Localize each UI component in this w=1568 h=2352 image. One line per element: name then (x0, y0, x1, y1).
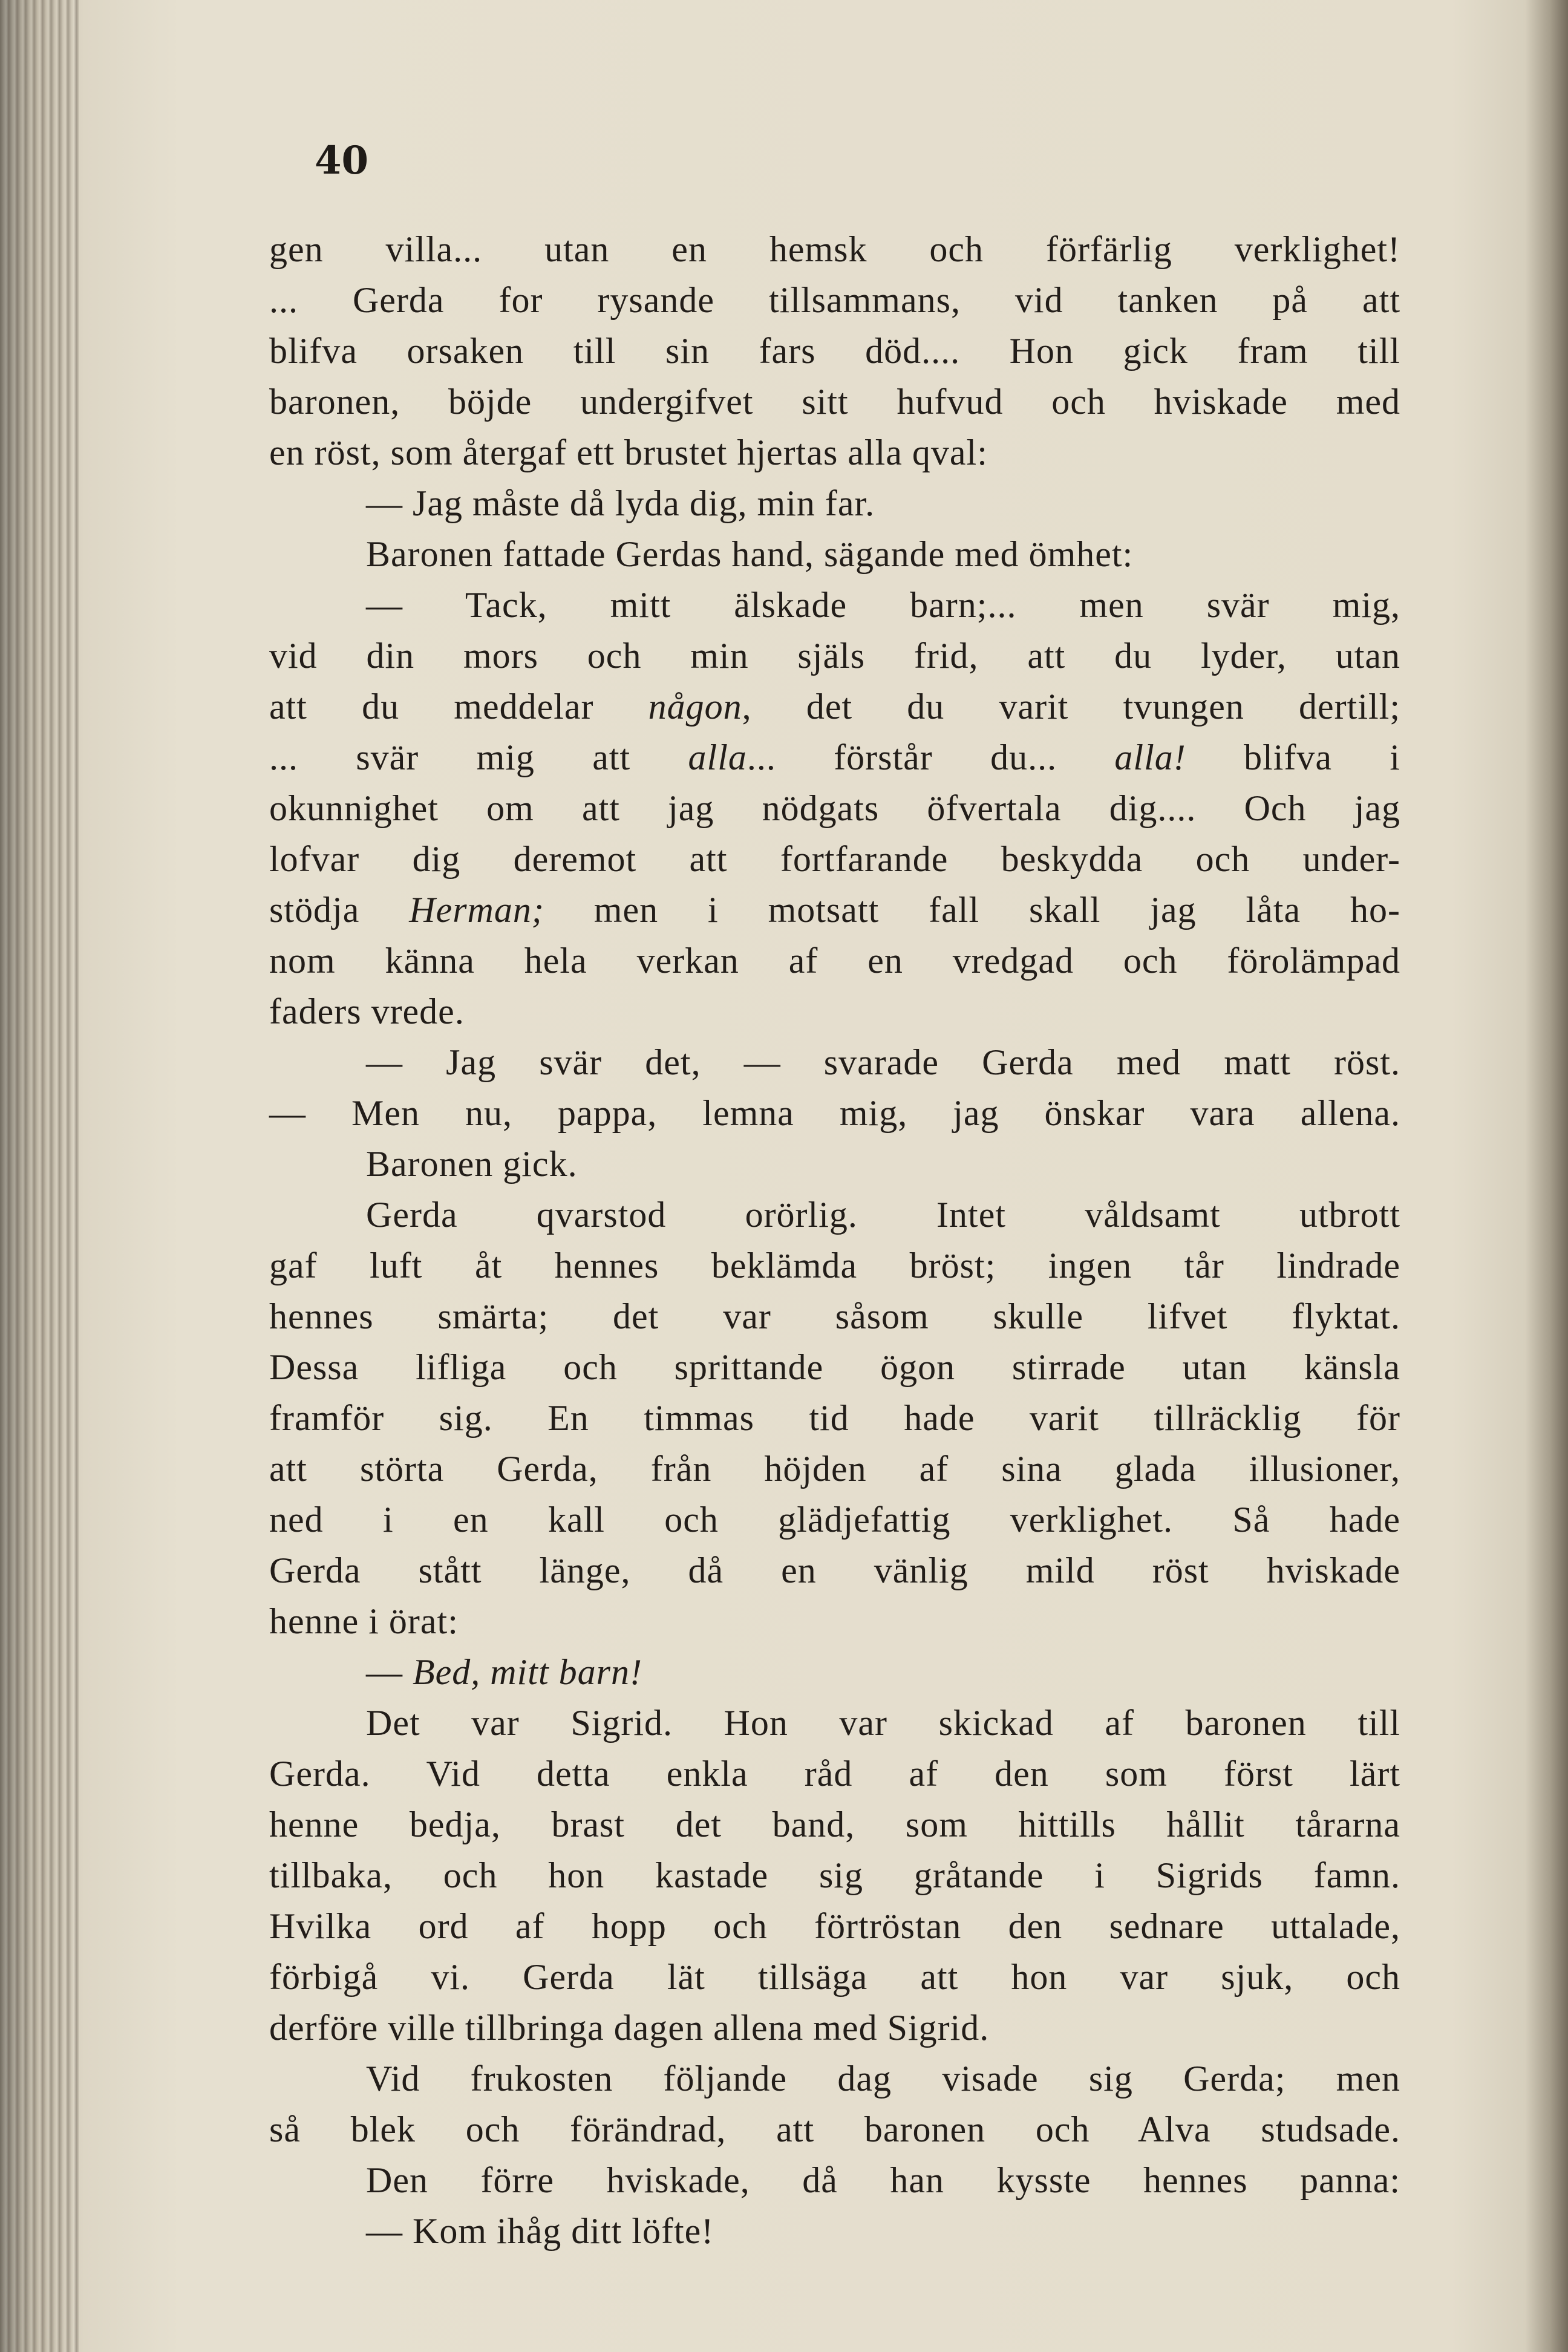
text-line (269, 681, 1400, 732)
text-line: henne bedja, brast det band, som hittills hållit tårarna (269, 1805, 1400, 1844)
text-line: Vid frukosten följande dag visade sig Gerda; men (366, 2059, 1400, 2099)
text-line: — Tack, mitt älskade barn;... men svär mig, (366, 585, 1400, 625)
text-line: baronen, böjde undergifvet sitt hufvud och hviskade med (269, 382, 1400, 422)
text-line: framför sig. En timmas tid hade varit tillräcklig för (269, 1398, 1400, 1438)
text-line: gen villa... utan en hemsk och förfärlig verklighet! (269, 229, 1400, 269)
text-line: så blek och förändrad, att baronen och Alva studsade. (269, 2109, 1400, 2149)
italic-text: Bed, mitt barn! (413, 1652, 642, 1692)
text-line: derföre ville tillbringa dagen allena med Sigrid. (269, 2008, 990, 2048)
text-line: — Men nu, pappa, lemna mig, jag önskar vara allena. (269, 1093, 1400, 1133)
book-gutter (0, 0, 79, 2352)
text-line: ... Gerda for rysande tillsammans, vid tanken på att (269, 280, 1400, 320)
text-line: faders vrede. (269, 991, 465, 1031)
text-line: nom känna hela verkan af en vredgad och förolämpad (269, 941, 1400, 981)
italic-text: alla! (1114, 737, 1186, 777)
text-line: Gerda stått länge, då en vänlig mild röst hviskade (269, 1550, 1400, 1590)
text-line: — Kom ihåg ditt löfte! (366, 2211, 714, 2251)
page-number: 40 (315, 138, 369, 183)
text-line: ned i en kall och glädjefattig verklighet. Så hade (269, 1500, 1400, 1540)
text-line: Gerda. Vid detta enkla råd af den som först lärt (269, 1754, 1400, 1794)
text-segment: — (366, 1652, 413, 1692)
body-text (269, 224, 1400, 2256)
text-line: Dessa lifliga och sprittande ögon stirrade utan känsla (269, 1347, 1400, 1387)
text-line: blifva orsaken till sin fars död.... Hon gick fram till (269, 331, 1400, 371)
text-segment: men i motsatt fall skall jag låta ho- (544, 890, 1400, 930)
page-edge-shadow (1526, 0, 1568, 2352)
text-line: Det var Sigrid. Hon var skickad af baronen till (366, 1703, 1400, 1743)
text-line: att störta Gerda, från höjden af sina glada illusioner, (269, 1449, 1400, 1489)
text-line: lofvar dig deremot att fortfarande beskydda och under- (269, 839, 1400, 879)
italic-text: alla (688, 737, 747, 777)
text-line: okunnighet om att jag nödgats öfvertala dig.... Och jag (269, 788, 1400, 828)
text-segment: , det du varit tvungen dertill; (742, 687, 1400, 727)
text-line: förbigå vi. Gerda lät tillsäga att hon var sjuk, och (269, 1957, 1400, 1997)
text-line: gaf luft åt hennes beklämda bröst; ingen tår lindrade (269, 1246, 1400, 1285)
text-line (269, 1647, 1400, 1697)
text-line: Gerda qvarstod orörlig. Intet våldsamt utbrott (366, 1195, 1400, 1235)
text-segment: att du meddelar (269, 687, 648, 727)
text-segment: ... svär mig att (269, 737, 688, 777)
text-line: vid din mors och min själs frid, att du lyder, utan (269, 636, 1400, 676)
text-line: Baronen gick. (366, 1144, 578, 1184)
text-line: Baronen fattade Gerdas hand, sägande med ömhet: (366, 534, 1134, 574)
text-line: tillbaka, och hon kastade sig gråtande i Sigrids famn. (269, 1855, 1400, 1895)
text-line: — Jag måste då lyda dig, min far. (366, 483, 875, 523)
text-segment: ... förstår du... (746, 737, 1115, 777)
text-line: — Jag svär det, — svarade Gerda med matt röst. (366, 1042, 1400, 1082)
italic-text: Herman; (409, 890, 544, 930)
text-segment: blifva i (1186, 737, 1400, 777)
text-segment: stödja (269, 890, 410, 930)
text-line: hennes smärta; det var såsom skulle lifvet flyktat. (269, 1296, 1400, 1336)
text-line: Den förre hviskade, då han kysste hennes panna: (366, 2160, 1400, 2200)
italic-text: någon (648, 687, 742, 727)
text-line (269, 884, 1400, 935)
text-line: en röst, som återgaf ett brustet hjertas alla qval: (269, 433, 988, 472)
text-line (269, 732, 1400, 783)
text-line: Hvilka ord af hopp och förtröstan den sednare uttalade, (269, 1906, 1400, 1946)
text-line: henne i örat: (269, 1601, 459, 1641)
